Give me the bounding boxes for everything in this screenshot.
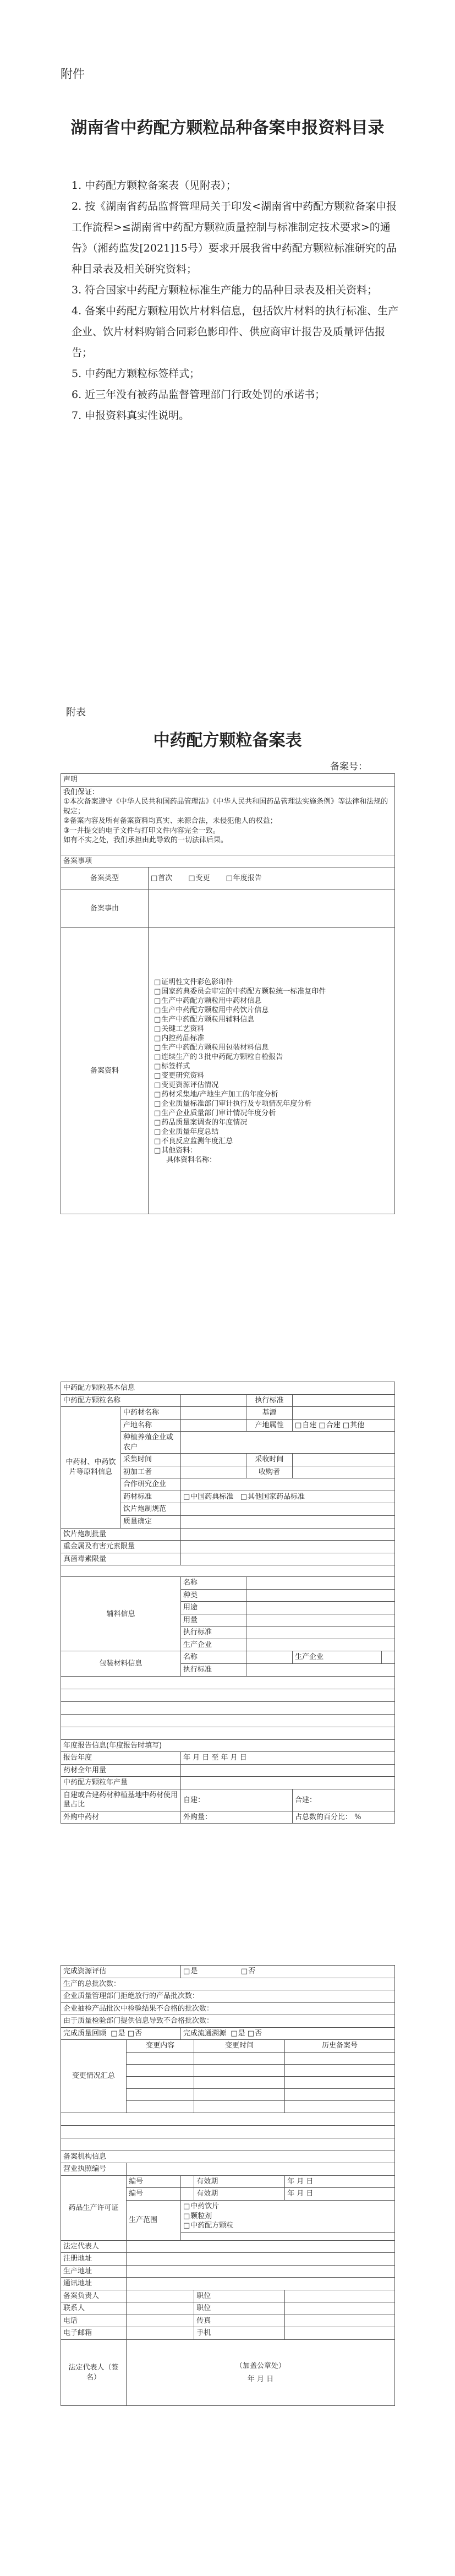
- pkg-standard-label: 执行标准: [181, 1664, 246, 1677]
- spacer-row: [61, 2113, 395, 2125]
- origin-attr-options: [292, 1419, 394, 1432]
- material-item[interactable]: □ 证明性文件彩色影印件: [154, 978, 389, 987]
- eval-options: [181, 1966, 395, 1978]
- first-process-field[interactable]: [181, 1466, 246, 1478]
- base-label: 基源: [246, 1407, 293, 1420]
- material-item[interactable]: □ 标签样式: [154, 1062, 389, 1071]
- review-yes-checkbox[interactable]: □ 是: [111, 2029, 125, 2038]
- material-item[interactable]: □ 变更资源评估情况: [154, 1080, 389, 1090]
- attachment-label: 附件: [61, 68, 85, 81]
- mgmt-item-field[interactable]: [181, 1541, 395, 1553]
- type-annual-checkbox[interactable]: □ 年度报告: [226, 874, 262, 882]
- change-cell[interactable]: [194, 2052, 285, 2064]
- change-cell[interactable]: [285, 2088, 395, 2100]
- excipient-field[interactable]: [246, 1614, 395, 1627]
- material-item[interactable]: □ 不良反应监测年度汇总: [154, 1137, 389, 1146]
- valid-field[interactable]: 年 月 日: [285, 2188, 395, 2201]
- pkg-standard-field[interactable]: [246, 1664, 395, 1677]
- legal-rep-label: 法定代表人: [61, 2240, 127, 2253]
- change-cell[interactable]: [194, 2076, 285, 2088]
- change-cell[interactable]: [285, 2100, 395, 2113]
- mgmt-item: 饮片炮制批量: [61, 1528, 181, 1541]
- standard-other-checkbox[interactable]: □ 其他国家药品标准: [240, 1493, 305, 1501]
- reason-field[interactable]: [149, 889, 395, 928]
- change-cell[interactable]: [285, 2076, 395, 2088]
- standard-field[interactable]: [292, 1394, 394, 1407]
- record-form-table: [61, 773, 395, 1214]
- enterprise-check[interactable]: 企业质量管理部门拒绝放行的产品批次数：: [61, 1990, 395, 2003]
- type-change-checkbox[interactable]: □ 变更: [188, 874, 210, 882]
- product-count[interactable]: 生产的总批次数：: [61, 1978, 395, 1990]
- slice-standard-field[interactable]: [181, 1503, 395, 1516]
- change-label: 变更情况汇总: [61, 2040, 127, 2113]
- list-item: 3. 符合国家中药配方颗粒标准生产能力的品种目录表及相关资料；: [72, 284, 378, 296]
- origin-field[interactable]: [181, 1419, 246, 1432]
- review-label: 完成质量回顾 □ 是 □ 否: [61, 2027, 181, 2040]
- cooperator-field[interactable]: [181, 1478, 395, 1491]
- eval-yes-checkbox[interactable]: □ 是: [183, 1967, 198, 1975]
- list-item: 6. 近三年没有被药品监督管理部门行政处罚的承诺书；: [72, 389, 326, 401]
- list-item: 7. 申报资料真实性说明。: [72, 410, 190, 422]
- page-3: [0, 1310, 455, 1943]
- change-cell[interactable]: [127, 2052, 194, 2064]
- material-item[interactable]: □ 国家药典委员会审定的中药配方颗粒统一标准复印件: [154, 987, 389, 996]
- pkg-name-label: 名称: [181, 1651, 246, 1664]
- materials-label: 备案资料: [61, 928, 149, 1214]
- excipient-field[interactable]: [246, 1577, 395, 1590]
- material-item[interactable]: □ 企业质量年度总结: [154, 1127, 389, 1137]
- basic-info-title: 中药配方颗粒基本信息: [61, 1382, 395, 1395]
- material-item[interactable]: □ 生产中药配方颗粒用包装材料信息: [154, 1043, 389, 1052]
- excipient-label: 辅料信息: [61, 1577, 181, 1651]
- pkg-name-field[interactable]: [246, 1651, 293, 1664]
- outsource-pct[interactable]: 占总数的百分比： %: [292, 1811, 394, 1824]
- email-field[interactable]: [127, 2327, 194, 2340]
- mail-address-label: 通讯地址: [61, 2278, 127, 2290]
- spacer-row: [61, 1701, 395, 1714]
- scope-slice-checkbox[interactable]: □ 中药饮片: [183, 2202, 392, 2212]
- material-item[interactable]: □ 药品质量案调查的年度情况: [154, 1118, 389, 1127]
- change-cell[interactable]: [194, 2064, 285, 2076]
- page-title: 湖南省中药配方颗粒品种备案申报资料目录: [70, 118, 385, 138]
- contact-field[interactable]: [127, 2302, 194, 2315]
- daily-use-label: 药材全年用量: [61, 1764, 181, 1777]
- sign-area[interactable]: [127, 2340, 395, 2406]
- eval-no-checkbox[interactable]: □ 否: [241, 1967, 255, 1975]
- form-title: 中药配方颗粒备案表: [153, 731, 302, 750]
- license-field[interactable]: [127, 2163, 395, 2176]
- mgmt-item: 真菌毒素限量: [61, 1553, 181, 1565]
- annual-title: 年度报告信息(年度报告时填写): [61, 1739, 395, 1752]
- pkg-producer-field[interactable]: [382, 1651, 395, 1664]
- review-no-checkbox[interactable]: □ 否: [128, 2029, 142, 2038]
- excipient-row-label: 执行标准: [181, 1627, 246, 1639]
- reg-address-field[interactable]: [127, 2253, 395, 2266]
- excipient-field[interactable]: [246, 1627, 395, 1639]
- type-label: 备案类型: [61, 867, 149, 889]
- origin-label: 产地名称: [121, 1419, 181, 1432]
- attachment-label: 附表: [66, 707, 86, 718]
- change-cell[interactable]: [127, 2064, 194, 2076]
- package-label: 包装材料信息: [61, 1651, 181, 1676]
- standard-cp-checkbox[interactable]: □ 中国药典标准: [183, 1493, 233, 1501]
- list-item: 4. 备案中药配方颗粒用饮片材料信息，包括饮片材料的执行标准、生产企业、饮片材料购销合同彩色影印件、供应商审计报告及质量评估报告；: [72, 305, 399, 359]
- base-field[interactable]: [292, 1407, 394, 1420]
- valid-label: 有效期: [194, 2188, 285, 2201]
- position-field[interactable]: [285, 2290, 395, 2302]
- change-cell[interactable]: [285, 2052, 395, 2064]
- material-item[interactable]: □ 药材采集地/产地生产加工的年度分析: [154, 1090, 389, 1099]
- origin-attr-label: 产地属性: [246, 1419, 293, 1432]
- excipient-row-label: 名称: [181, 1577, 246, 1590]
- spacer-row: [61, 2125, 395, 2138]
- change-col: 变更时间: [194, 2040, 285, 2053]
- material-info-table: [61, 1382, 395, 1824]
- base-ratio-self[interactable]: 自建：: [181, 1789, 293, 1811]
- phone-label: 电话: [61, 2315, 127, 2327]
- herb-standard-options: [181, 1491, 395, 1503]
- type-first-checkbox[interactable]: □ 首次: [151, 874, 172, 882]
- standard-label: 执行标准: [246, 1394, 293, 1407]
- scope-granule-checkbox[interactable]: □ 颗粒剂: [183, 2212, 392, 2222]
- report-year-range[interactable]: 年 月 日 至 年 月 日: [181, 1752, 395, 1765]
- excipient-row-label: 生产企业: [181, 1639, 246, 1651]
- prod-address-label: 生产地址: [61, 2265, 127, 2278]
- material-item[interactable]: □ 关键工艺资料: [154, 1024, 389, 1034]
- base-ratio-joint[interactable]: 合建：: [292, 1789, 394, 1811]
- herb-name-label: 中药材名称: [121, 1407, 181, 1420]
- spacer-row: [61, 1714, 395, 1727]
- species-field[interactable]: [181, 1432, 395, 1454]
- unit-label: 备案机构信息: [61, 2151, 395, 2163]
- origin-other-checkbox[interactable]: □ 其他: [343, 1421, 364, 1429]
- valid-label: 有效期: [194, 2175, 285, 2188]
- change-cell[interactable]: [194, 2100, 285, 2113]
- seal-text: （加盖公章处）: [235, 2361, 286, 2370]
- excipient-field[interactable]: [246, 1602, 395, 1614]
- email-label: 电子邮箱: [61, 2327, 127, 2340]
- page-1: [0, 0, 455, 633]
- trace-yes-checkbox[interactable]: □ 是: [231, 2029, 245, 2038]
- change-cell[interactable]: [127, 2076, 194, 2088]
- mgmt-item-field[interactable]: [181, 1553, 395, 1565]
- fax-label: 传真: [194, 2315, 285, 2327]
- contact-person-field[interactable]: [127, 2290, 194, 2302]
- page-2: [0, 633, 455, 1310]
- number-label: 编号: [127, 2175, 181, 2188]
- scope-options: [181, 2201, 395, 2233]
- material-label: 中药材、中药饮片等原料信息: [61, 1407, 121, 1528]
- list-item: 5. 中药配方颗粒标签样式；: [72, 368, 200, 380]
- position-field[interactable]: [285, 2302, 395, 2315]
- change-col: 历史备案号: [285, 2040, 395, 2053]
- spacer-row: [61, 2138, 395, 2151]
- contact-person-label: 备案负责人: [61, 2290, 127, 2302]
- material-item[interactable]: □ 生产中药配方颗粒用中药材信息: [154, 996, 389, 1006]
- number-label: 编号: [127, 2188, 181, 2201]
- receiver-label: 收购者: [246, 1466, 293, 1478]
- change-cell[interactable]: [127, 2088, 194, 2100]
- mobile-field[interactable]: [285, 2327, 395, 2340]
- phone-field[interactable]: [127, 2315, 194, 2327]
- origin-self-checkbox[interactable]: □ 自建: [295, 1421, 316, 1429]
- document-list: [72, 175, 402, 426]
- page-4: [0, 1943, 455, 2576]
- material-item[interactable]: □ 生产企业质量部门审计情况年度分析: [154, 1109, 389, 1118]
- excipient-field[interactable]: [246, 1589, 395, 1602]
- scope-formula-checkbox[interactable]: □ 中药配方颗粒: [183, 2221, 392, 2231]
- fax-field[interactable]: [285, 2315, 395, 2327]
- purchase-time-label: 采收时间: [246, 1454, 293, 1466]
- excipient-row-label: 用量: [181, 1614, 246, 1627]
- legal-sign-label: 法定代表人（签名）: [61, 2340, 127, 2406]
- change-cell[interactable]: [285, 2064, 395, 2076]
- excipient-field[interactable]: [246, 1639, 395, 1651]
- scope-extra[interactable]: [181, 2232, 395, 2240]
- number-field[interactable]: [181, 2188, 194, 2201]
- list-item: 1. 中药配方颗粒备案表（见附表）；: [72, 179, 237, 192]
- base-ratio-label: 自建或合建药材种植基地中药材使用量占比: [61, 1789, 181, 1811]
- material-item[interactable]: □ 生产中药配方颗粒用辅料信息: [154, 1015, 389, 1024]
- materials-list: [149, 928, 395, 1214]
- mail-address-field[interactable]: [127, 2278, 395, 2290]
- excipient-row-label: 用途: [181, 1602, 246, 1614]
- spacer-row: [61, 1676, 395, 1689]
- material-item[interactable]: □ 变更研究资料: [154, 1071, 389, 1080]
- purchase-time-field[interactable]: [292, 1454, 394, 1466]
- trace-label: 完成流通溯源 □ 是 □ 否: [181, 2027, 395, 2040]
- outsource-label: 外购中药材: [61, 1811, 181, 1824]
- species-label: 种植养殖企业或农户: [121, 1432, 181, 1454]
- reason-label: 备案事由: [61, 889, 149, 928]
- cooperator-label: 合作研究企业: [121, 1478, 181, 1491]
- material-item[interactable]: □ 内控药品标准: [154, 1034, 389, 1043]
- mgmt-field[interactable]: [181, 1516, 395, 1529]
- report-year-label: 报告年度: [61, 1752, 181, 1765]
- eval-label: 完成资源评估: [61, 1966, 181, 1978]
- granule-name-label: 中药配方颗粒名称: [61, 1394, 181, 1407]
- mgmt-item-field[interactable]: [181, 1528, 395, 1541]
- type-options: [149, 867, 395, 889]
- org-info-table: [61, 1965, 395, 2406]
- excipient-row-label: 种类: [181, 1589, 246, 1602]
- receiver-field[interactable]: [292, 1466, 394, 1478]
- annual-output-label: 中药配方颗粒年产量: [61, 1777, 181, 1789]
- record-number-label: 备案号：: [330, 761, 368, 772]
- scope-label: 生产范围: [127, 2201, 181, 2241]
- mgmt-title: 质量确定: [121, 1516, 181, 1529]
- reg-address-label: 注册地址: [61, 2253, 127, 2266]
- prod-address-field[interactable]: [127, 2265, 395, 2278]
- declaration-text: 我们保证： ①本次备案遵守《中华人民共和国药品管理法》《中华人民共和国药品管理法实施条例》等法律和法规的规定； ②备案内容及所有备案资料均真实、来源合法，未侵犯他人的权益； ③一并提交的电子文件与打印文件内容完全一致。 如有不实之处，我们承担由此导致的一切法律后果。: [61, 786, 395, 855]
- spacer-row: [61, 1689, 395, 1701]
- herb-standard-label: 药材标准: [121, 1491, 181, 1503]
- material-item[interactable]: □ 生产中药配方颗粒用中药饮片信息: [154, 1006, 389, 1015]
- daily-use-field[interactable]: [181, 1764, 395, 1777]
- sign-date: 年 月 日: [247, 2375, 274, 2383]
- change-col: 变更内容: [127, 2040, 194, 2053]
- materials-tail: 具体资料名称：: [166, 1155, 217, 1164]
- contact-label: 联系人: [61, 2302, 127, 2315]
- herb-name-field[interactable]: [181, 1407, 246, 1420]
- valid-field[interactable]: 年 月 日: [285, 2175, 395, 2188]
- pkg-producer-label: 生产企业: [292, 1651, 381, 1664]
- slice-standard-label: 饮片炮制规范: [121, 1503, 181, 1516]
- harvest-time-field[interactable]: [181, 1454, 246, 1466]
- spacer-row: [61, 1727, 395, 1739]
- outsource-amount[interactable]: 外购量：: [181, 1811, 293, 1824]
- declaration-label: 声明: [61, 774, 395, 787]
- number-field[interactable]: [181, 2175, 194, 2188]
- first-process-label: 初加工者: [121, 1466, 181, 1478]
- mgmt-item: 重金属及有害元素限量: [61, 1541, 181, 1553]
- change-cell[interactable]: [194, 2088, 285, 2100]
- license-label: 营业执照编号: [61, 2163, 127, 2176]
- trace-no-checkbox[interactable]: □ 否: [248, 2029, 262, 2038]
- material-item[interactable]: □ 企业质量标准部门审计执行及专项情况年度分析: [154, 1099, 389, 1109]
- matter-label: 备案事项: [61, 855, 395, 867]
- granule-name-field[interactable]: [181, 1394, 246, 1407]
- change-cell[interactable]: [127, 2100, 194, 2113]
- reason-count[interactable]: 由于质量检验部门提供信息导致不合格批次数：: [61, 2015, 395, 2028]
- self-test[interactable]: 企业抽检产品批次中检验结果不合格的批次数：: [61, 2002, 395, 2015]
- list-item: 2. 按《湖南省药品监督管理局关于印发<湖南省中药配方颗粒备案申报工作流程>≤湖南省中药配方颗粒质量控制与标准制定技术要求>的通告》（湘药监发[2021]15号）要求开展我省中药配方颗粒标准研究的品种目录表及相关研究资料；: [72, 200, 397, 275]
- annual-output-field[interactable]: [181, 1777, 395, 1789]
- material-item[interactable]: □ 连续生产的３批中药配方颗粒自检报告: [154, 1052, 389, 1062]
- legal-rep-field[interactable]: [127, 2240, 395, 2253]
- position-label: 职位: [194, 2302, 285, 2315]
- material-item[interactable]: □ 其他资料：: [154, 1146, 389, 1155]
- spacer-row: [61, 1565, 395, 1577]
- mobile-label: 手机: [194, 2327, 285, 2340]
- drug-permit-label: 药品生产许可证: [61, 2175, 127, 2240]
- origin-joint-checkbox[interactable]: □ 合建: [319, 1421, 340, 1429]
- harvest-time-label: 采集时间: [121, 1454, 181, 1466]
- position-label: 职位: [194, 2290, 285, 2302]
